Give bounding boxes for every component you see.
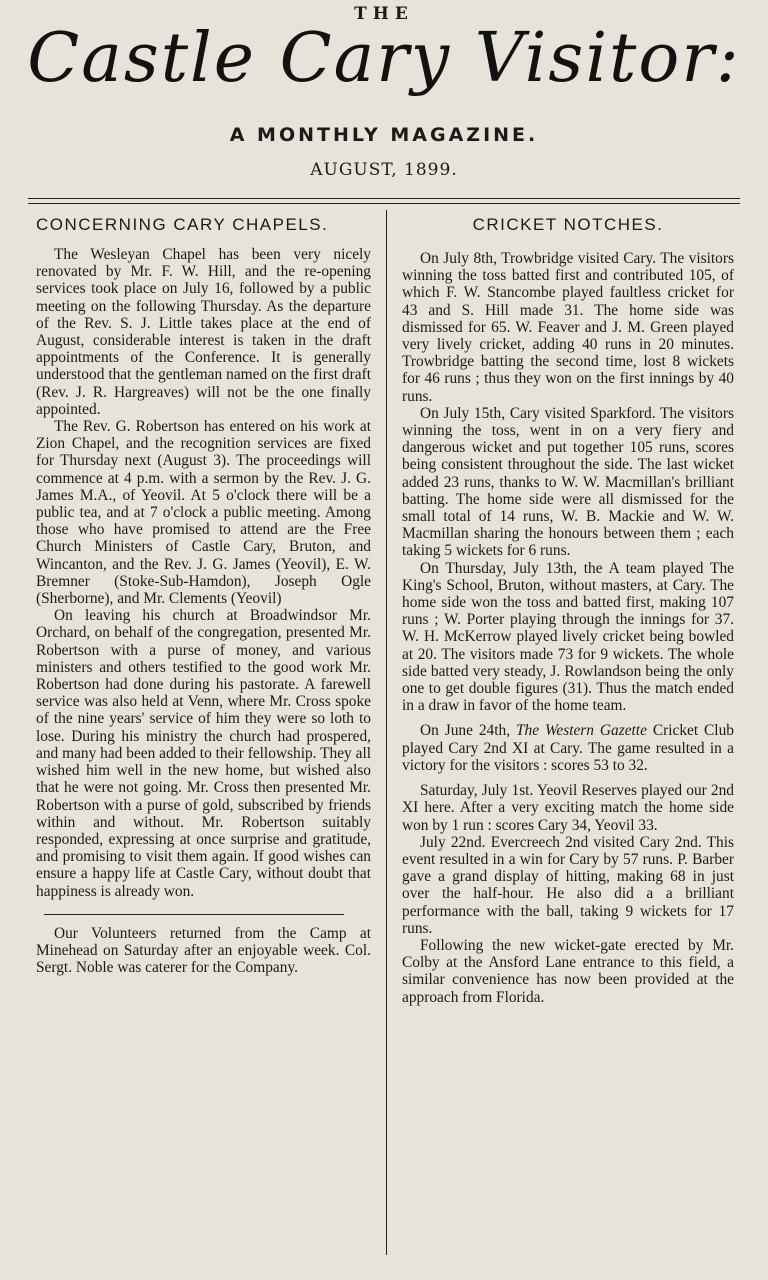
chapels-paragraph: The Rev. G. Robertson has entered on his work at Zion Chapel, and the recognition services are fixed for Thursday next (August 3). The proceedings will commence at 4 p.m. with a sermon by the Rev. J. G. James M.A., of Yeovil. At 5 o'clock there will be a public tea, and at 7 o'clock a public meeting. Among those who have promised to attend are the Free Church Ministers of Castle Cary, Bruton, and Wincanton, and the Rev. J. G. James (Yeovil), E. W. Bremner (Stoke-Sub-Hamdon), Joseph Ogle (Sherborne), and Mr. Clements (Yeovil) bbox=[36, 418, 371, 608]
header-rule-top bbox=[28, 198, 740, 199]
masthead-title: Castle Cary Visitor: bbox=[27, 19, 741, 98]
cricket-paragraph: On July 8th, Trowbridge visited Cary. The visitors winning the toss batted first and contributed 105, of which F. W. Stancombe played faultless cricket for 43 and S. Hill made 31. The home side was dismissed for 65. W. Feaver and J. M. Green played very lively cricket, adding 40 runs in 20 minutes. Trowbridge batting the second time, lost 8 wickets for 46 runs ; thus they won on the first innings by 40 runs. bbox=[402, 250, 734, 405]
chapels-paragraph: The Wesleyan Chapel has been very nicely renovated by Mr. F. W. Hill, and the re-opening services took place on July 16, followed by a public meeting on the following Thursday. As the departure of the Rev. S. J. Little takes place at the end of August, considerable interest is taken in the draft appointments of the Conference. It is generally understood that the gentleman named on the first draft (Rev. J. R. Hargreaves) will not be the one finally appointed. bbox=[36, 246, 371, 418]
volunteers-paragraph: Our Volunteers returned from the Camp at Minehead on Saturday after an enjoyable week. Col. Sergt. Noble was caterer for the Company. bbox=[36, 924, 371, 977]
cricket-paragraph: On July 15th, Cary visited Sparkford. The visitors winning the toss, went in on a very fiery and dangerous wicket and put together 105 runs, scores being consistent throughout the side. The last wicket added 23 runs, thanks to W. W. Macmillan's brilliant batting. The home side were all dismissed for the small total of 14 runs, W. B. Mackie and W. W. Macmillan sharing the honours between them ; each taking 5 wickets for 6 runs. bbox=[402, 404, 734, 560]
masthead-the: THE bbox=[354, 4, 414, 24]
cricket-heading: CRICKET NOTCHES. bbox=[472, 215, 664, 234]
cricket-paragraph: Following the new wicket-gate erected by Mr. Colby at the Ansford Lane entrance to this field, a similar convenience has now been provided at the approach from Florida. bbox=[402, 936, 734, 1006]
cricket-paragraph: July 22nd. Evercreech 2nd visited Cary 2nd. This event resulted in a win for Cary by 57 runs. P. Barber gave a grand display of hitting, making 68 in just over the half-hour. He also did a a brilliant performance with the ball, taking 9 wickets for 17 runs. bbox=[402, 833, 734, 937]
chapels-paragraph: On leaving his church at Broadwindsor Mr. Orchard, on behalf of the congregation, presented Mr. Robertson with a purse of money, and various ministers and others testified to the good work Mr. Robertson had done during his pastorate. A farewell service was also held at Venn, where Mr. Cross spoke of the nine years' service of him they were so loth to lose. During his ministry the church had prospered, and many had been added to their fellowship. They all wished him well in the new home, but wished also that he were not going. Mr. Cross then presented Mr. Robertson with a purse of gold, subscribed by friends within and without. Mr. Robertson suitably responded, expressing at once surprise and gratitude, and promising to visit them again. If good wishes can ensure a happy life at Castle Cary, without doubt that happiness is already won. bbox=[36, 607, 371, 900]
issue-date: AUGUST, 1899. bbox=[310, 160, 458, 180]
cricket-paragraph: Saturday, July 1st. Yeovil Reserves played our 2nd XI here. After a very exciting match the home side won by 1 run : scores Cary 34, Yeovil 33. bbox=[402, 782, 734, 834]
cricket-paragraph bbox=[402, 722, 734, 774]
cricket-paragraph: On Thursday, July 13th, the A team played The King's School, Bruton, without masters, at Cary. The home side won the toss and batted first, making 107 runs ; W. Porter playing through the innings for 37. W. H. McKerrow played lively cricket being bowled at 20. The visitors made 73 for 9 wickets. The whole side batted very steady, J. Rowlandson being the only one to get double figures (31). Thus the match ended in a draw in favor of the home team. bbox=[402, 559, 734, 715]
chapels-heading: CONCERNING CARY CHAPELS. bbox=[36, 215, 329, 234]
cricket-text: On June 24th, bbox=[420, 722, 511, 740]
cricket-text: Cricket Club played Cary 2nd XI at Cary. The game resulted in a victory for the visitors : scores 53 to 32. bbox=[402, 722, 734, 774]
left-column bbox=[36, 210, 371, 976]
column-divider bbox=[386, 210, 387, 1255]
header-rule-bottom bbox=[28, 203, 740, 204]
section-divider bbox=[44, 914, 344, 915]
newspaper-name: The Western Gazette bbox=[515, 722, 647, 740]
right-column bbox=[402, 210, 734, 1006]
masthead-subtitle: A MONTHLY MAGAZINE. bbox=[229, 124, 539, 146]
